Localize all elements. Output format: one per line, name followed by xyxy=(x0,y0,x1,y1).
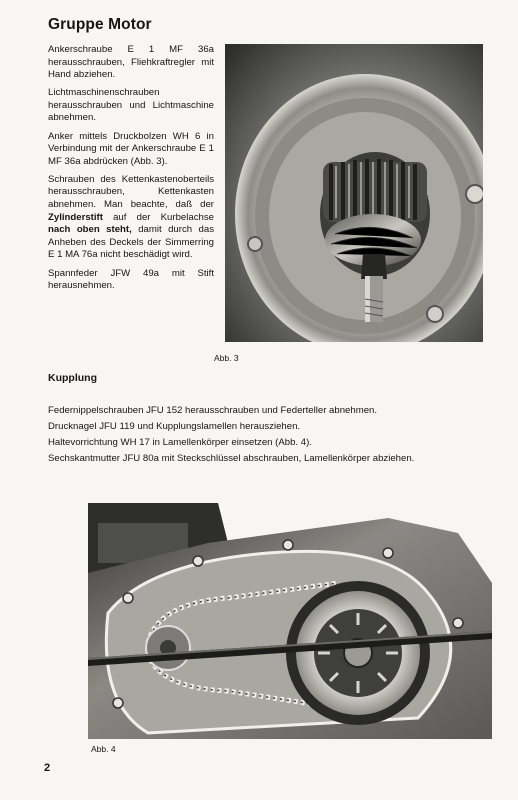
motor-paragraph-4: Schrauben des Kettenkastenoberteils herausschrauben, Kettenkasten abnehmen. Man beachte, daß der Zylinderstift auf der Kurbelachse nach oben steht, damit durch das Anheben des Deckels der Simmerring E 1 MA 76a nicht beschädigt wird. xyxy=(48,173,214,261)
page-title: Gruppe Motor xyxy=(48,16,152,33)
motor-text-column xyxy=(48,44,214,298)
page-number: 2 xyxy=(44,762,51,774)
figure-4-caption: Abb. 4 xyxy=(91,744,116,754)
figure-4-photo xyxy=(88,503,492,739)
kupplung-line-2: Drucknagel JFU 119 und Kupplungslamellen herausziehen. xyxy=(48,421,301,432)
section-heading-kupplung: Kupplung xyxy=(48,372,97,384)
motor-paragraph-1: Ankerschraube E 1 MF 36a herausschrauben, Fliehkraftregler mit Hand abziehen. xyxy=(48,44,214,81)
figure-3-caption: Abb. 3 xyxy=(214,353,239,363)
figure-3-photo xyxy=(225,44,483,342)
motor-paragraph-5: Spannfeder JFW 49a mit Stift herausnehmen. xyxy=(48,267,214,292)
bold-term-nach-oben: nach oben steht, xyxy=(48,224,132,236)
motor-paragraph-3: Anker mittels Druckbolzen WH 6 in Verbindung mit der Ankerschraube E 1 MF 36a abdrücken (Abb. 3). xyxy=(48,130,214,167)
kupplung-line-3: Haltevorrichtung WH 17 in Lamellenkörper einsetzen (Abb. 4). xyxy=(48,437,312,448)
kupplung-instructions xyxy=(48,403,488,467)
bold-term-zylinderstift: Zylinderstift xyxy=(48,211,103,223)
motor-paragraph-2: Lichtmaschinenschrauben herausschrauben und Lichtmaschine abnehmen. xyxy=(48,87,214,124)
kupplung-line-4: Sechskantmutter JFU 80a mit Steckschlüssel abschrauben, Lamellenkörper abziehen. xyxy=(48,453,415,464)
kupplung-line-1: Federnippelschrauben JFU 152 herausschrauben und Federteller abnehmen. xyxy=(48,405,378,416)
